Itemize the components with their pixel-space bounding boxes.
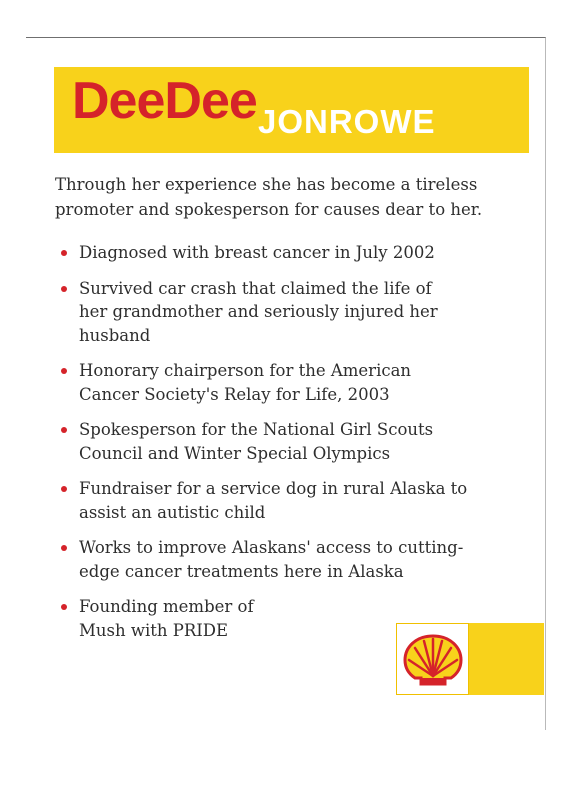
shell-logo-icon [403, 632, 463, 688]
bullet-text: Survived car crash that claimed the life of her grandmother and seriously injured her husband [79, 278, 438, 345]
list-item [55, 477, 485, 524]
bullet-icon [61, 250, 67, 256]
bullet-icon [61, 545, 67, 551]
bullet-icon [61, 368, 67, 374]
list-item [55, 595, 279, 642]
intro-text: Through her experience she has become a tireless promoter and spokesperson for causes dear to her. [55, 175, 483, 219]
name-banner [54, 67, 529, 153]
bullet-text: Works to improve Alaskans' access to cutting-edge cancer treatments here in Alaska [79, 538, 464, 581]
trading-card [26, 37, 546, 730]
bullet-list [55, 241, 485, 654]
list-item [55, 359, 449, 406]
bullet-text: Honorary chairperson for the American Cancer Society's Relay for Life, 2003 [79, 361, 412, 404]
sponsor-block [396, 623, 544, 695]
bullet-text: Fundraiser for a service dog in rural Alaska to assist an autistic child [79, 479, 468, 522]
bullet-icon [61, 604, 67, 610]
list-item [55, 536, 485, 583]
last-name: JONROWE [258, 103, 436, 140]
bullet-icon [61, 286, 67, 292]
shell-logo-box [396, 623, 469, 695]
bullet-text: Diagnosed with breast cancer in July 2002 [79, 243, 435, 262]
bullet-icon [61, 486, 67, 492]
bullet-text: Spokesperson for the National Girl Scouts Council and Winter Special Olympics [79, 420, 434, 463]
list-item [55, 241, 485, 265]
first-name: DeeDee [72, 72, 257, 130]
bullet-text: Founding member of Mush with PRIDE [79, 597, 254, 640]
bullet-icon [61, 427, 67, 433]
list-item [55, 418, 485, 465]
list-item [55, 277, 449, 348]
